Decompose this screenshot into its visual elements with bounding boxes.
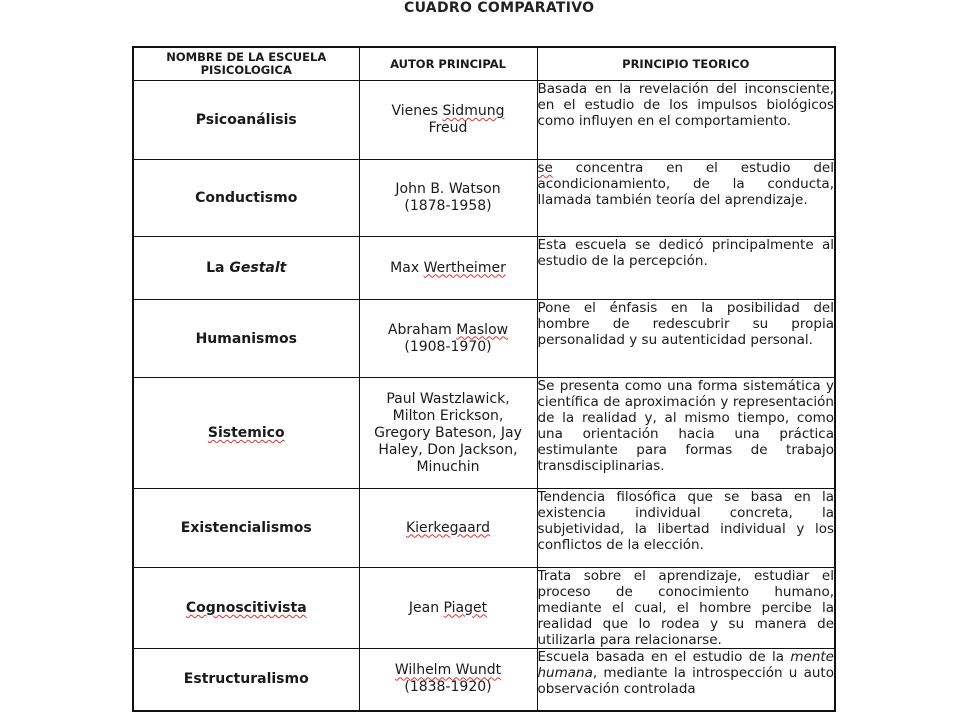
author-text: John B. Watson: [395, 181, 501, 197]
header-row: [133, 47, 835, 81]
table-row: [133, 649, 835, 711]
principle-text: Pone el énfasis en la posibilidad del hombre de redescubrir su propia personalidad y su autenticidad personal.: [537, 300, 835, 378]
school-text: La: [206, 260, 230, 276]
header-author: AUTOR PRINCIPAL: [359, 47, 537, 81]
school-name: Psicoanálisis: [133, 81, 359, 160]
table-row: [133, 81, 835, 160]
author-name: [359, 649, 537, 711]
document-title: CUADRO COMPARATIVO: [404, 0, 595, 16]
principle-text: Esta escuela se dedicó principalmente al estudio de la percepción.: [537, 237, 835, 300]
school-name: [133, 568, 359, 649]
school-name: Existencialismos: [133, 489, 359, 568]
author-text: Freud: [428, 120, 468, 136]
author-text: Sidmung: [442, 103, 505, 119]
principle-text: Trata sobre el aprendizaje, estudiar el proceso de conocimiento humano, mediante el cual, el hombre percibe la realidad que lo rodea y su manera de utilizarla para relacionarse.: [537, 568, 834, 648]
author-years: (1878-1958): [404, 198, 492, 214]
author-name: [359, 81, 537, 160]
principle-text: [537, 649, 835, 711]
school-name: Humanismos: [133, 300, 359, 378]
principle-text: concentra en el estudio del acondicionamiento, de la conducta, llamada también teoría del aprendizaje.: [537, 160, 834, 208]
author-text: Wilhelm Wundt: [394, 662, 502, 679]
principle-text: , mediante la introspección u auto observación controlada: [537, 665, 834, 697]
author-name: [359, 160, 537, 237]
comparison-table: [132, 46, 836, 712]
table-row: [133, 378, 835, 489]
principle-text: Tendencia filosófica que se basa en la existencia individual concreta, la subjetividad, la libertad individual y los conflictos de la elección.: [537, 489, 835, 568]
author-text: Jean: [408, 599, 444, 616]
school-text: Gestalt: [229, 260, 287, 276]
principle-text: se: [537, 160, 553, 176]
author-text: Kierkegaard: [405, 519, 491, 536]
principle-text: Escuela basada en el estudio de la: [537, 649, 791, 665]
author-name: [359, 300, 537, 378]
author-years: (1838-1920): [404, 679, 492, 696]
school-name: [133, 378, 359, 489]
school-name: [133, 237, 359, 300]
author-name: [359, 237, 537, 300]
author-text: Wertheimer: [423, 259, 506, 276]
table-row: [133, 300, 835, 378]
author-text: Vienes: [391, 103, 443, 119]
author-years: (1908-1970): [404, 338, 492, 355]
principle-text: Se presenta como una forma sistemática y científica de aproximación y representación de la realidad y, al mismo tiempo, como una orientación hacia una práctica estimulante para formas de trabajo transdisciplinarias.: [537, 378, 834, 474]
author-name: [359, 489, 537, 568]
author-text: Abraham: [387, 321, 457, 338]
principle-text: [537, 378, 835, 489]
school-text: Cognoscitivista: [185, 600, 307, 616]
principle-text: Basada en la revelación del inconsciente, en el estudio de los impulsos biológicos como influyen en el comportamiento.: [537, 81, 835, 160]
table-row: [133, 568, 835, 649]
author-name: [359, 568, 537, 649]
author-text: Max: [390, 259, 424, 276]
header-school: NOMBRE DE LA ESCUELA PISICOLOGICA: [133, 47, 359, 81]
table-row: [133, 160, 835, 237]
table-row: [133, 489, 835, 568]
principle-text: [537, 160, 835, 237]
header-principle: PRINCIPIO TEORICO: [537, 47, 835, 81]
author-text: Maslow: [456, 321, 509, 338]
principle-text: mente humana: [537, 649, 834, 681]
school-text: Sistemico: [207, 425, 285, 441]
school-name: Estructuralismo: [133, 649, 359, 711]
author-name: Paul Wastzlawick, Milton Erickson, Gregory Bateson, Jay Haley, Don Jackson, Minuchin: [359, 378, 537, 489]
table-row: [133, 237, 835, 300]
author-text: Piaget: [443, 599, 488, 616]
school-name: Conductismo: [133, 160, 359, 237]
